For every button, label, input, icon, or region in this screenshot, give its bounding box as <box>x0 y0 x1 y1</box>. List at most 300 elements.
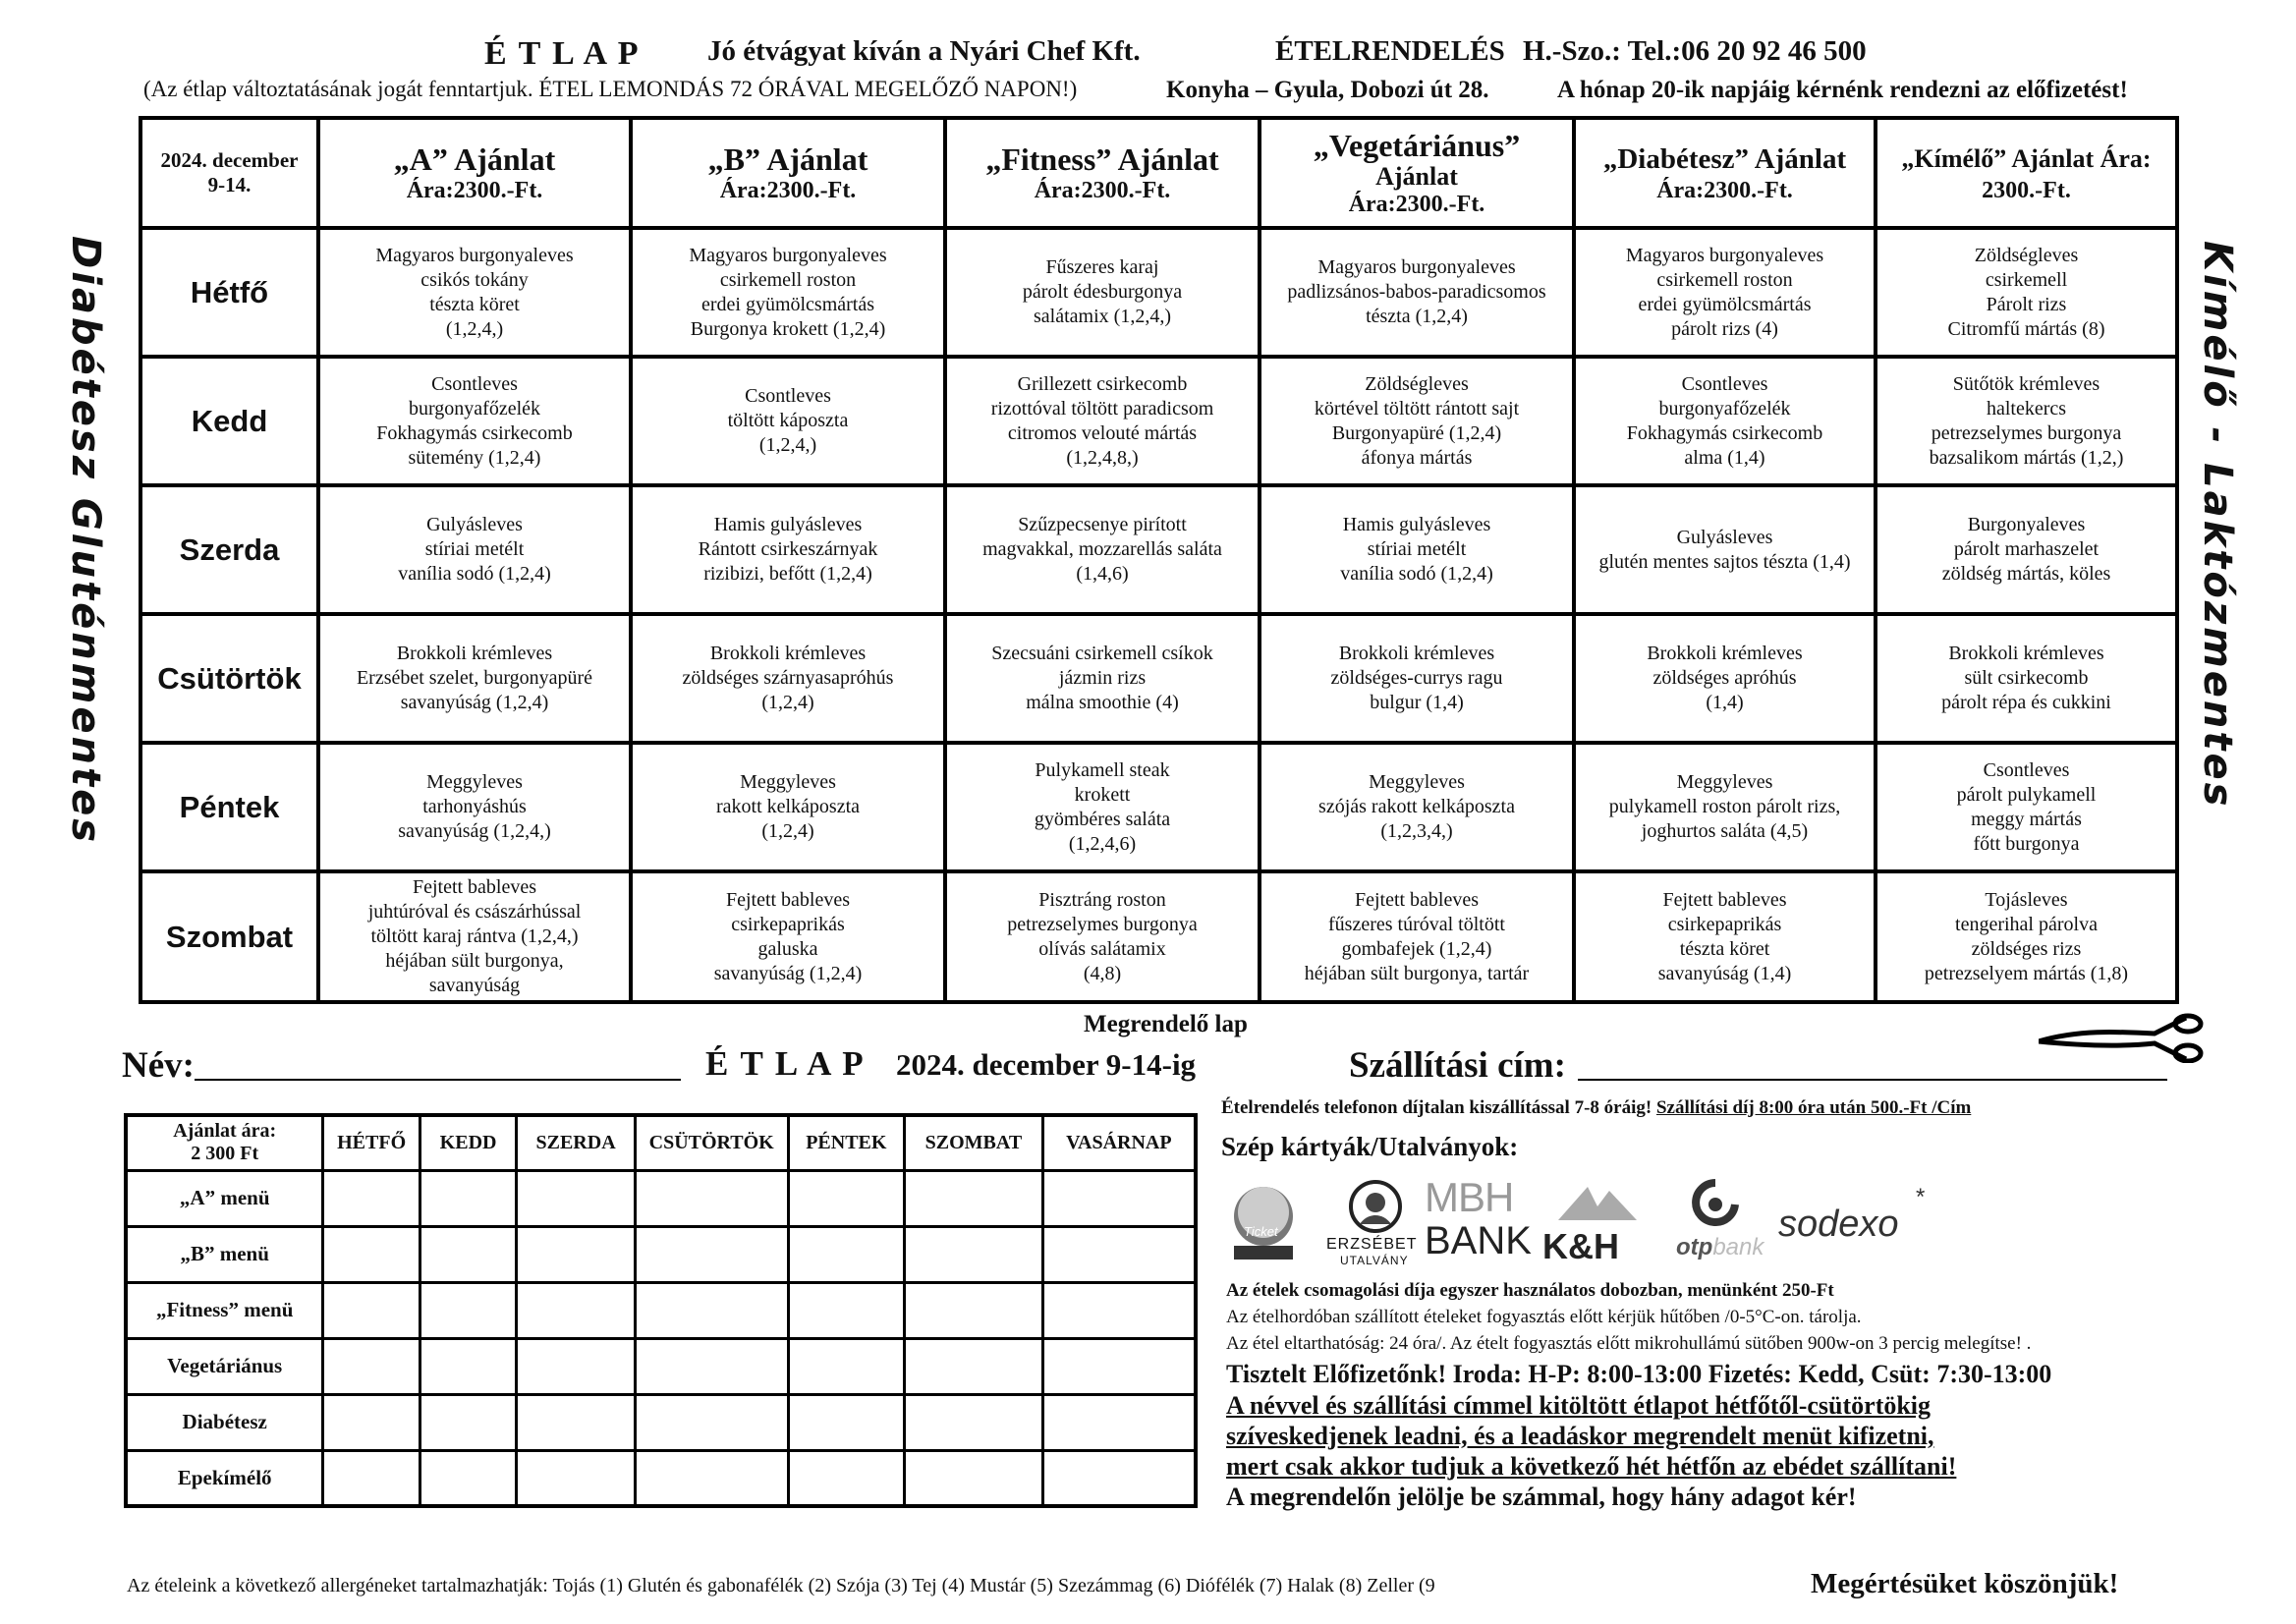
notice-line-1: A névvel és szállítási címmel kitöltött étlapot hétfőtől-csütörtökig <box>1226 1391 1932 1420</box>
offer-price: Ára:2300.-Ft. <box>1348 192 1485 217</box>
price-value: 2 300 Ft <box>191 1143 259 1165</box>
header-line-2 <box>0 73 2296 112</box>
order-quantity-cell[interactable] <box>635 1282 788 1338</box>
menu-row <box>140 485 2177 614</box>
office-hours: Tisztelt Előfizetőnk! Iroda: H-P: 8:00-13:00 Fizetés: Kedd, Csüt: 7:30-13:00 <box>1226 1360 2052 1388</box>
meal-cell-diabetic <box>1574 743 1876 871</box>
mbh-logo <box>1425 1174 1532 1268</box>
meal-line: Csontleves <box>431 372 518 395</box>
meal-line: tészta (1,2,4) <box>1366 306 1468 327</box>
order-quantity-cell[interactable] <box>517 1450 636 1506</box>
order-row-label: „A” menü <box>126 1170 323 1226</box>
order-menu-date: 2024. december 9-14-ig <box>896 1047 1197 1082</box>
meal-line: körtével töltött rántott sajt <box>1314 397 1520 420</box>
erzsebet-logo <box>1326 1179 1425 1267</box>
meal-cell-b <box>631 228 945 357</box>
offer-title: „Diabétesz” Ajánlat <box>1602 143 1847 175</box>
offer-title: „Kímélő” Ajánlat Ára: <box>1901 144 2152 173</box>
meal-line: fűszeres túróval töltött <box>1328 913 1505 935</box>
packaging-info: Az ételek csomagolási díja egyszer használatos dobozban, menünként 250-Ft <box>1226 1280 1834 1301</box>
meal-line: tészta köret <box>429 293 520 315</box>
meal-line: szójás rakott kelkáposzta <box>1318 796 1515 817</box>
order-quantity-cell[interactable] <box>517 1226 636 1282</box>
order-row-label: Vegetáriánus <box>126 1338 323 1394</box>
meal-line: tészta köret <box>1679 937 1770 960</box>
order-quantity-cell[interactable] <box>635 1450 788 1506</box>
offer-price: Ára:2300.-Ft. <box>1656 178 1793 203</box>
address-label: Szállítási cím: <box>1349 1045 1566 1086</box>
meal-cell-diabetic <box>1574 871 1876 1002</box>
meal-cell-gentle <box>1876 614 2177 743</box>
offer-price: Ára:2300.-Ft. <box>406 178 543 203</box>
meal-line: Fokhagymás csirkecomb <box>1626 421 1823 444</box>
sodexo-logo-text: sodexo <box>1778 1204 1899 1245</box>
offer-title: „Vegetáriánus” <box>1313 128 1521 163</box>
order-quantity-cell[interactable] <box>905 1338 1043 1394</box>
order-quantity-cell[interactable] <box>1042 1282 1196 1338</box>
meal-cell-fitness <box>945 871 1260 1002</box>
meal-line: juhtúróval és császárhússal <box>367 901 582 923</box>
meal-cell-fitness <box>945 228 1260 357</box>
offer-title-2: Ajánlat <box>1375 162 1458 191</box>
offer-header-gentle <box>1876 118 2177 228</box>
order-quantity-cell[interactable] <box>635 1170 788 1226</box>
meal-cell-diabetic <box>1574 614 1876 743</box>
meal-line: salátamix (1,2,4,) <box>1034 306 1171 327</box>
order-quantity-cell[interactable] <box>788 1282 905 1338</box>
meal-line: rakott kelkáposzta <box>715 796 861 817</box>
disclaimer: (Az étlap változtatásának jogát fenntartjuk. ÉTEL LEMONDÁS 72 ÓRÁVAL MEGELŐZŐ NAPON!) <box>143 77 1078 101</box>
meal-cell-gentle <box>1876 743 2177 871</box>
meal-cell-gentle <box>1876 485 2177 614</box>
meal-cell-a <box>318 228 631 357</box>
meal-line: Zöldségleves <box>1974 244 2079 266</box>
weekly-menu-table <box>139 116 2179 1004</box>
menu-row <box>140 614 2177 743</box>
meal-line: Sütőtök krémleves <box>1952 372 2100 395</box>
meal-line: burgonyafőzelék <box>1658 397 1791 420</box>
shelf-life-info: Az étel eltarthatóság: 24 óra/. Az ételt fogyasztás előtt mikrohullámú sütőben 900w-on 3 percig melegítse! . <box>1226 1333 2032 1354</box>
meal-line: (1,2,4,) <box>445 317 504 340</box>
order-day-header: VASÁRNAP <box>1042 1115 1196 1170</box>
meal-cell-b <box>631 743 945 871</box>
menu-row <box>140 743 2177 871</box>
meal-line: csirkemell roston <box>719 268 857 291</box>
meal-line: Brokkoli krémleves <box>1647 643 1803 664</box>
meal-line: zöldséges szárnyasapróhús <box>682 667 894 689</box>
meal-cell-vegetarian <box>1260 485 1574 614</box>
meal-line: petrezselyem mártás (1,8) <box>1924 962 2129 984</box>
meal-line: zöldséges rizs <box>1971 937 2082 960</box>
order-day-header: SZERDA <box>517 1115 636 1170</box>
meal-line: savanyúság (1,4) <box>1657 962 1792 984</box>
meal-line: erdei gyümölcsmártás <box>1638 293 1812 315</box>
meal-cell-b <box>631 357 945 485</box>
meal-line: Meggyleves <box>1369 771 1465 793</box>
order-row <box>126 1282 1196 1338</box>
order-row <box>126 1338 1196 1394</box>
meal-line: Brokkoli krémleves <box>396 643 553 664</box>
offer-header-b <box>631 118 945 228</box>
meal-line: Csontleves <box>1681 372 1768 395</box>
meal-line: magvakkal, mozzarellás saláta <box>982 538 1222 560</box>
meal-line: burgonyafőzelék <box>408 397 541 420</box>
allergen-list: Az ételeink a következő allergéneket tartalmazhatják: Tojás (1) Glutén és gabonafélék (2) Szója (3) Tej (4) Mustár (5) Szezámmag (6) Diófélék (7) Halak (8) Zeller (9 <box>127 1575 1435 1596</box>
offer-title: „Fitness” Ajánlat <box>985 141 1219 177</box>
meal-line: Fejtett bableves <box>725 888 851 911</box>
order-quantity-cell[interactable] <box>517 1170 636 1226</box>
order-quantity-cell[interactable] <box>905 1394 1043 1450</box>
meal-line: Meggyleves <box>1676 771 1773 793</box>
order-quantity-cell[interactable] <box>1042 1450 1196 1506</box>
meal-line: tarhonyáshús <box>422 796 527 817</box>
meal-cell-b <box>631 614 945 743</box>
meal-cell-gentle <box>1876 871 2177 1002</box>
meal-line: Meggyleves <box>426 771 523 793</box>
meal-cell-a <box>318 614 631 743</box>
order-quantity-cell[interactable] <box>788 1394 905 1450</box>
order-quantity-cell[interactable] <box>635 1338 788 1394</box>
meal-line: Gulyásleves <box>426 514 523 535</box>
meal-line: párolt pulykamell <box>1956 783 2097 806</box>
meal-line: olívás salátamix <box>1038 937 1166 960</box>
meal-line: Magyaros burgonyaleves <box>689 244 887 266</box>
meal-cell-a <box>318 357 631 485</box>
meal-line: Meggyleves <box>740 771 836 793</box>
order-quantity-cell[interactable] <box>420 1170 516 1226</box>
order-quantity-cell[interactable] <box>420 1282 516 1338</box>
order-quantity-cell[interactable] <box>905 1170 1043 1226</box>
meal-line: savanyúság (1,2,4) <box>400 692 549 713</box>
meal-line: Brokkoli krémleves <box>709 643 867 664</box>
meal-line: héjában sült burgonya, tartár <box>1304 962 1530 984</box>
meal-line: Pulykamell steak <box>1035 758 1170 781</box>
day-label: Csütörtök <box>140 614 318 743</box>
meal-line: héjában sült burgonya, <box>385 950 564 972</box>
order-quantity-cell[interactable] <box>517 1338 636 1394</box>
meal-line: rizibizi, befőtt (1,2,4) <box>703 563 872 585</box>
meal-line: gyömbéres saláta <box>1034 808 1171 830</box>
order-quantity-cell[interactable] <box>788 1226 905 1282</box>
meal-line: (1,2,4,6) <box>1068 832 1137 855</box>
order-quantity-cell[interactable] <box>323 1282 420 1338</box>
day-label: Szerda <box>140 485 318 614</box>
order-row <box>126 1450 1196 1506</box>
meal-line: vanília sodó (1,2,4) <box>1340 563 1493 585</box>
meal-line: zöldséges apróhús <box>1652 667 1797 689</box>
ticket-logo <box>1228 1177 1299 1265</box>
order-day-header: CSÜTÖRTÖK <box>635 1115 788 1170</box>
offer-header-a <box>318 118 631 228</box>
meal-line: Fokhagymás csirkecomb <box>376 421 573 444</box>
meal-line: sült csirkecomb <box>1964 667 2089 689</box>
offer-price: 2300.-Ft. <box>1982 178 2071 203</box>
meal-line: pulykamell roston párolt rizs, <box>1608 796 1841 817</box>
meal-line: csirkemell roston <box>1656 268 1793 291</box>
meal-line: bazsalikom mártás (1,2,) <box>1929 446 2124 469</box>
menu-row <box>140 357 2177 485</box>
greeting: Jó étvágyat kíván a Nyári Chef Kft. <box>707 35 1141 67</box>
name-label: Név: <box>122 1045 195 1086</box>
phone-number: H.-Szo.: Tel.:06 20 92 46 500 <box>1523 35 1867 67</box>
offer-title: „A” Ajánlat <box>393 141 556 177</box>
meal-cell-b <box>631 485 945 614</box>
meal-line: Brokkoli krémleves <box>1338 643 1495 664</box>
meal-line: (1,4) <box>1706 692 1744 713</box>
offer-title: „B” Ajánlat <box>707 141 868 177</box>
meal-line: főtt burgonya <box>1973 832 2080 855</box>
price-header <box>126 1115 323 1170</box>
order-quantity-cell[interactable] <box>1042 1170 1196 1226</box>
meal-line: glutén mentes sajtos tészta (1,4) <box>1598 550 1851 573</box>
otp-logo-wordmark <box>1676 1234 1764 1261</box>
meal-line: Grillezett csirkecomb <box>1017 372 1188 395</box>
meal-line: stíriai metélt <box>1367 538 1467 560</box>
order-quantity-cell[interactable] <box>635 1394 788 1450</box>
meal-line: Párolt rizs <box>1986 293 2067 315</box>
meal-line: joghurtos saláta (4,5) <box>1641 820 1809 842</box>
meal-line: gombafejek (1,2,4) <box>1341 937 1492 960</box>
meal-line: Gulyásleves <box>1676 526 1773 548</box>
meal-line: Zöldségleves <box>1365 372 1469 395</box>
meal-line: Csontleves <box>1983 758 2070 781</box>
erzsebet-logo-text-2: UTALVÁNY <box>1340 1254 1409 1267</box>
meal-line: áfonya mártás <box>1361 446 1473 469</box>
meal-line: sütemény (1,2,4) <box>408 446 541 469</box>
meal-cell-diabetic <box>1574 357 1876 485</box>
order-row <box>126 1226 1196 1282</box>
page-title: É T L A P <box>484 35 641 72</box>
meal-line: Magyaros burgonyaleves <box>1625 244 1824 266</box>
order-label: ÉTELRENDELÉS <box>1275 35 1505 67</box>
meal-line: vanília sodó (1,2,4) <box>398 563 551 585</box>
notice-line-2: szíveskedjenek leadni, és a leadáskor megrendelt menüt kifizetni, <box>1226 1422 1934 1450</box>
order-quantity-cell[interactable] <box>635 1226 788 1282</box>
order-quantity-cell[interactable] <box>517 1282 636 1338</box>
ticket-logo-mark <box>1228 1177 1299 1265</box>
meal-line: Brokkoli krémleves <box>1948 643 2104 664</box>
name-field[interactable] <box>195 1079 681 1081</box>
meal-line: csirkepaprikás <box>1667 913 1782 935</box>
order-form-table <box>124 1113 1198 1508</box>
day-label: Hétfő <box>140 228 318 357</box>
thanks-note: Megértésüket köszönjük! <box>1811 1568 2119 1599</box>
meal-line: Fejtett bableves <box>412 876 537 898</box>
kh-logo-mark <box>1558 1181 1637 1224</box>
order-quantity-cell[interactable] <box>323 1394 420 1450</box>
offer-price: Ára:2300.-Ft. <box>719 178 857 203</box>
meal-cell-fitness <box>945 485 1260 614</box>
erzsebet-logo-text: ERZSÉBET <box>1326 1236 1418 1253</box>
meal-cell-a <box>318 743 631 871</box>
meal-line: Magyaros burgonyaleves <box>375 244 574 266</box>
menu-date <box>140 118 318 228</box>
scissors-icon <box>2039 1012 2206 1063</box>
order-quantity-cell[interactable] <box>323 1226 420 1282</box>
sodexo-logo <box>1778 1184 1945 1243</box>
header-line-1 <box>0 29 2296 73</box>
menu-header-row <box>140 118 2177 228</box>
meal-line: (4,8) <box>1083 962 1122 984</box>
order-form-title: Megrendelő lap <box>1084 1011 1248 1037</box>
meal-cell-gentle <box>1876 228 2177 357</box>
otp-logo-mark <box>1692 1177 1739 1226</box>
order-quantity-cell[interactable] <box>323 1450 420 1506</box>
notice-line-4: A megrendelőn jelölje be számmal, hogy hány adagot kér! <box>1226 1483 1857 1511</box>
meal-cell-vegetarian <box>1260 871 1574 1002</box>
menu-date-line-1: 2024. december <box>160 148 299 172</box>
meal-line: galuska <box>757 937 818 960</box>
meal-line: citromos velouté mártás <box>1007 421 1198 444</box>
order-row-label: Epekímélő <box>126 1450 323 1506</box>
meal-line: Magyaros burgonyaleves <box>1317 256 1516 278</box>
order-quantity-cell[interactable] <box>788 1170 905 1226</box>
meal-line: savanyúság (1,2,4) <box>713 962 863 984</box>
menu-row <box>140 871 2177 1002</box>
delivery-fee: Szállítási díj 8:00 óra után 500.-Ft /Cím <box>1655 1097 1972 1118</box>
price-label: Ajánlat ára: <box>173 1120 277 1143</box>
subscription-note: A hónap 20-ik napjáig kérnénk rendezni az előfizetést! <box>1557 77 2128 103</box>
meal-line: krokett <box>1074 783 1131 806</box>
meal-line: bulgur (1,4) <box>1370 692 1464 713</box>
mbh-logo-text-2: BANK <box>1425 1219 1532 1262</box>
order-quantity-cell[interactable] <box>420 1338 516 1394</box>
meal-line: (1,2,4) <box>761 692 814 713</box>
meal-line: erdei gyümölcsmártás <box>700 293 875 315</box>
meal-line: Hamis gulyásleves <box>1342 514 1491 535</box>
order-quantity-cell[interactable] <box>788 1450 905 1506</box>
meal-line: csirkemell <box>1985 268 2068 291</box>
meal-line: (1,2,3,4,) <box>1380 820 1453 842</box>
meal-cell-diabetic <box>1574 228 1876 357</box>
order-quantity-cell[interactable] <box>1042 1226 1196 1282</box>
meal-line: padlizsános-babos-paradicsomos <box>1287 281 1546 303</box>
delivery-free: Ételrendelés telefonon díjtalan kiszállítással 7-8 óráig! <box>1221 1097 1652 1118</box>
kitchen-address: Konyha – Gyula, Dobozi út 28. <box>1166 77 1489 103</box>
meal-line: tengerihal párolva <box>1955 913 2098 935</box>
meal-line: csikós tokány <box>420 268 529 291</box>
meal-cell-a <box>318 871 631 1002</box>
meal-line: Fejtett bableves <box>1662 888 1787 911</box>
side-label-left: Diabétesz Gluténmentes <box>63 236 108 846</box>
meal-line: haltekercs <box>1986 397 2067 420</box>
order-quantity-cell[interactable] <box>905 1282 1043 1338</box>
day-label: Kedd <box>140 357 318 485</box>
meal-line: Fűszeres karaj <box>1045 256 1159 278</box>
order-quantity-cell[interactable] <box>788 1338 905 1394</box>
meal-line: (1,2,4,) <box>758 434 817 456</box>
meal-line: (1,4,6) <box>1076 563 1129 585</box>
meal-cell-fitness <box>945 743 1260 871</box>
meal-cell-vegetarian <box>1260 228 1574 357</box>
storage-info: Az ételhordóban szállított ételeket fogyasztás előtt kérjük hűtőben /0-5°C-on. tárolja. <box>1226 1307 1862 1327</box>
order-day-header: KEDD <box>420 1115 516 1170</box>
meal-line: Rántott csirkeszárnyak <box>698 538 878 560</box>
order-quantity-cell[interactable] <box>323 1170 420 1226</box>
meal-line: Burgonyapüré (1,2,4) <box>1331 421 1502 444</box>
menu-row <box>140 228 2177 357</box>
meal-line: párolt rizs (4) <box>1671 317 1778 340</box>
order-quantity-cell[interactable] <box>1042 1338 1196 1394</box>
delivery-info <box>1221 1097 1971 1119</box>
meal-cell-a <box>318 485 631 614</box>
meal-line: töltött karaj rántva (1,2,4,) <box>370 925 579 947</box>
meal-line: jázmin rizs <box>1058 667 1147 689</box>
meal-line: zöldség mártás, köles <box>1941 563 2111 585</box>
meal-line: párolt marhaszelet <box>1953 538 2100 560</box>
order-day-header: PÉNTEK <box>788 1115 905 1170</box>
ticket-logo-text: Ticket <box>1244 1224 1278 1239</box>
meal-line: töltött káposzta <box>727 410 849 431</box>
meal-cell-b <box>631 871 945 1002</box>
order-row <box>126 1394 1196 1450</box>
cards-title: Szép kártyák/Utalványok: <box>1221 1132 1519 1161</box>
order-quantity-cell[interactable] <box>420 1226 516 1282</box>
meal-line: Burgonya krokett (1,2,4) <box>690 317 886 340</box>
order-row-label: „B” menü <box>126 1226 323 1282</box>
order-row-label: „Fitness” menü <box>126 1282 323 1338</box>
meal-cell-vegetarian <box>1260 743 1574 871</box>
meal-line: savanyúság <box>428 975 521 996</box>
order-quantity-cell[interactable] <box>905 1226 1043 1282</box>
offer-header-diabetic <box>1574 118 1876 228</box>
order-quantity-cell[interactable] <box>420 1394 516 1450</box>
meal-line: párolt édesburgonya <box>1022 281 1183 303</box>
meal-cell-fitness <box>945 614 1260 743</box>
address-field[interactable] <box>1578 1079 2167 1081</box>
meal-line: csirkepaprikás <box>731 913 845 935</box>
mbh-logo-text: MBH <box>1425 1174 1514 1220</box>
kh-logo-text: K&H <box>1542 1226 1619 1266</box>
order-quantity-cell[interactable] <box>517 1394 636 1450</box>
order-day-header: HÉTFŐ <box>323 1115 420 1170</box>
meal-line: párolt répa és cukkini <box>1941 692 2111 713</box>
otp-logo-text: otp <box>1676 1234 1713 1260</box>
sodexo-star-icon: * <box>1916 1184 1926 1210</box>
meal-line: (1,2,4) <box>761 820 814 842</box>
meal-line: stíriai metélt <box>424 538 525 560</box>
order-row <box>126 1170 1196 1226</box>
meal-line: zöldséges-currys ragu <box>1330 667 1503 689</box>
meal-cell-vegetarian <box>1260 614 1574 743</box>
meal-line: petrezselymes burgonya <box>1007 913 1198 935</box>
order-quantity-cell[interactable] <box>1042 1394 1196 1450</box>
meal-line: Hamis gulyásleves <box>713 514 863 535</box>
order-row-label: Diabétesz <box>126 1394 323 1450</box>
meal-cell-gentle <box>1876 357 2177 485</box>
meal-cell-vegetarian <box>1260 357 1574 485</box>
day-label: Szombat <box>140 871 318 1002</box>
meal-line: Szecsuáni csirkemell csíkok <box>991 643 1213 664</box>
order-quantity-cell[interactable] <box>420 1450 516 1506</box>
meal-line: meggy mártás <box>1971 808 2082 830</box>
day-label: Péntek <box>140 743 318 871</box>
meal-line: Citromfű mártás (8) <box>1947 317 2105 340</box>
side-label-right: Kímélő - Laktózmentes <box>2195 241 2240 810</box>
notice-line-3: mert csak akkor tudjuk a következő hét hétfőn az ebédet szállítani! <box>1226 1452 1957 1481</box>
meal-line: Fejtett bableves <box>1354 888 1480 911</box>
order-menu-title: É T L A P <box>705 1044 866 1083</box>
meal-line: alma (1,4) <box>1684 446 1765 469</box>
meal-line: málna smoothie (4) <box>1026 692 1179 713</box>
meal-cell-diabetic <box>1574 485 1876 614</box>
erzsebet-logo-mark <box>1348 1179 1403 1234</box>
offer-price: Ára:2300.-Ft. <box>1034 178 1171 203</box>
meal-line: (1,2,4,8,) <box>1066 446 1139 469</box>
order-quantity-cell[interactable] <box>905 1450 1043 1506</box>
meal-line: Erzsébet szelet, burgonyapüré <box>356 667 593 689</box>
order-quantity-cell[interactable] <box>323 1338 420 1394</box>
